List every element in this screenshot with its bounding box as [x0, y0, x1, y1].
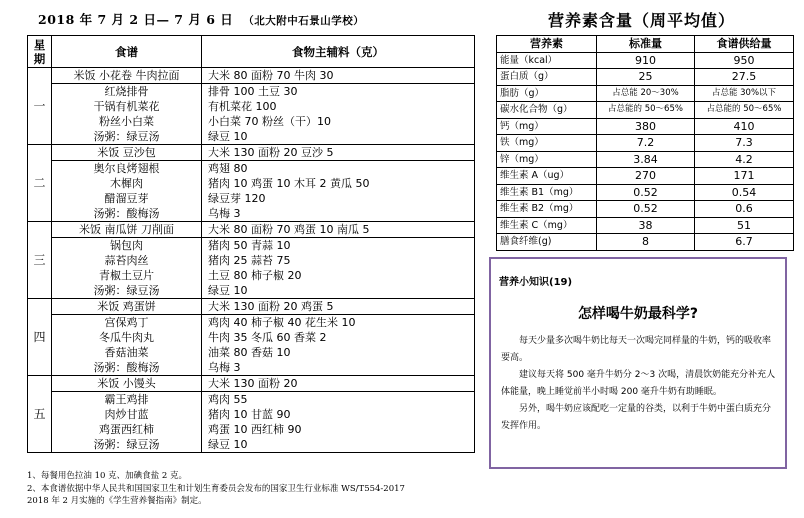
nutrient-row [497, 85, 794, 102]
standard-value: 0.52 [597, 184, 695, 201]
dish-ingredients: 排骨 100 土豆 30 [208, 85, 298, 98]
nutrient-row [497, 201, 794, 218]
header-dishes: 食谱 [52, 36, 202, 68]
dish-name: 锅包肉 [110, 239, 143, 252]
dish-ingredients: 大米 130 面粉 20 豆沙 5 [202, 145, 474, 161]
nutrient-name: 维生素 B2（mg） [497, 201, 597, 218]
standard-value: 0.52 [597, 201, 695, 218]
dish-name: 宫保鸡丁 [104, 316, 149, 329]
dish-name: 粉丝小白菜 [99, 115, 154, 128]
dish-ingredients: 鸡肉 55 [208, 393, 248, 406]
dish-name: 青椒土豆片 [99, 269, 154, 282]
supply-value: 6.7 [695, 234, 794, 251]
day-label: 一 [28, 68, 52, 145]
dish-ingredients: 猪肉 10 鸡蛋 10 木耳 2 黄瓜 50 [208, 177, 370, 190]
nutrient-name: 维生素 C（mg） [497, 217, 597, 234]
nutrition-header-row [497, 36, 794, 53]
menu-table [27, 35, 475, 453]
tip-paragraph: 另外，喝牛奶应该配吃一定量的谷类，以利于牛奶中蛋白质充分发挥作用。 [501, 404, 772, 431]
header-ingredients: 食物主辅料（克） [202, 36, 475, 68]
dish-name: 汤粥：绿豆汤 [93, 438, 160, 451]
menu-day-row [28, 376, 475, 453]
tip-tag: 营养小知识(19) [499, 277, 573, 288]
nutrition-title: 营养素含量（周平均值） [548, 11, 736, 30]
day-label: 五 [28, 376, 52, 453]
tip-paragraph: 每天少量多次喝牛奶比每天一次喝完同样量的牛奶，钙的吸收率要高。 [501, 336, 772, 363]
supply-value: 占总能 30%以下 [695, 85, 794, 102]
supply-value: 27.5 [695, 69, 794, 86]
standard-value: 8 [597, 234, 695, 251]
dish-ingredients: 牛肉 35 冬瓜 60 香菜 2 [208, 331, 327, 344]
menu-day-row [28, 222, 475, 299]
dish-ingredients: 绿豆 10 [208, 438, 248, 451]
nutrient-row [497, 102, 794, 119]
dish-cell [52, 376, 202, 453]
nutrient-name: 蛋白质（g） [497, 69, 597, 86]
dish-name: 米饭 南瓜饼 刀削面 [52, 222, 201, 238]
supply-value: 4.2 [695, 151, 794, 168]
dish-name: 木樨肉 [110, 177, 143, 190]
dish-name: 奥尔良烤翅根 [93, 162, 160, 175]
dish-name: 汤粥：绿豆汤 [93, 130, 160, 143]
header-day-label: 星期 [33, 37, 46, 66]
school-name: （北大附中石景山学校） [243, 15, 365, 27]
dish-cell [52, 299, 202, 376]
day-label: 二 [28, 145, 52, 222]
nutrient-row [497, 217, 794, 234]
ingredients-cell [202, 222, 475, 299]
header-standard: 标准量 [597, 36, 695, 53]
dish-name: 米饭 豆沙包 [52, 145, 201, 161]
menu-day-row [28, 299, 475, 376]
dish-name: 鸡蛋西红柿 [99, 423, 154, 436]
standard-value: 910 [597, 52, 695, 69]
dish-ingredients: 绿豆 10 [208, 130, 248, 143]
supply-value: 0.54 [695, 184, 794, 201]
dish-name: 肉炒甘蓝 [104, 408, 149, 421]
day-label: 三 [28, 222, 52, 299]
nutrient-name: 维生素 A（ug） [497, 168, 597, 185]
dish-ingredients: 乌梅 3 [208, 207, 241, 220]
date-range: 2018 年 7 月 2 日— 7 月 6 日 [38, 12, 234, 27]
nutrient-name: 铁（mg） [497, 135, 597, 152]
tip-title: 怎样喝牛奶最科学? [577, 306, 699, 322]
nutrient-name: 能量（kcal） [497, 52, 597, 69]
dish-ingredients: 绿豆 10 [208, 284, 248, 297]
supply-value: 950 [695, 52, 794, 69]
menu-header-row [28, 36, 475, 68]
nutrient-name: 维生素 B1（mg） [497, 184, 597, 201]
header-day [28, 36, 52, 68]
dish-ingredients: 大米 80 面粉 70 牛肉 30 [202, 68, 474, 84]
note-line: 2、本食谱依据中华人民共和国国家卫生和计划生育委员会发布的国家卫生行业标准 WS/T554-2017 [27, 483, 405, 494]
dish-name: 米饭 小花卷 牛肉拉面 [52, 68, 201, 84]
dish-ingredients: 油菜 80 香菇 10 [208, 346, 291, 359]
standard-value: 25 [597, 69, 695, 86]
note-line: 1、每餐用色拉油 10 克、加碘食盐 2 克。 [27, 471, 187, 481]
header-nutrient: 营养素 [497, 36, 597, 53]
nutrient-row [497, 135, 794, 152]
supply-value: 0.6 [695, 201, 794, 218]
dish-name: 霸王鸡排 [104, 393, 149, 406]
nutrient-row [497, 184, 794, 201]
standard-value: 38 [597, 217, 695, 234]
dish-ingredients: 大米 130 面粉 20 [202, 376, 474, 392]
nutrient-row [497, 52, 794, 69]
standard-value: 7.2 [597, 135, 695, 152]
standard-value: 占总能的 50～65% [597, 102, 695, 119]
nutrition-table [496, 35, 794, 251]
nutrient-name: 膳食纤维(g) [497, 234, 597, 251]
standard-value: 270 [597, 168, 695, 185]
supply-value: 171 [695, 168, 794, 185]
menu-title [38, 10, 364, 28]
dish-name: 醋溜豆芽 [104, 192, 149, 205]
dish-ingredients: 大米 130 面粉 20 鸡蛋 5 [202, 299, 474, 315]
nutrient-name: 锌（mg） [497, 151, 597, 168]
menu-day-row [28, 145, 475, 222]
dish-ingredients: 小白菜 70 粉丝（干）10 [208, 115, 331, 128]
ingredients-cell [202, 68, 475, 145]
dish-ingredients: 鸡翅 80 [208, 162, 248, 175]
notes [27, 470, 487, 508]
standard-value: 380 [597, 118, 695, 135]
day-label: 四 [28, 299, 52, 376]
dish-ingredients: 绿豆芽 120 [208, 192, 266, 205]
dish-ingredients: 鸡蛋 10 西红柿 90 [208, 423, 302, 436]
ingredients-cell [202, 299, 475, 376]
dish-ingredients: 土豆 80 柿子椒 20 [208, 269, 302, 282]
dish-cell [52, 145, 202, 222]
dish-name: 汤粥：酸梅汤 [93, 207, 160, 220]
standard-value: 3.84 [597, 151, 695, 168]
nutrient-row [497, 168, 794, 185]
nutrient-row [497, 69, 794, 86]
dish-ingredients: 猪肉 50 青蒜 10 [208, 239, 291, 252]
ingredients-cell [202, 145, 475, 222]
header-supply: 食谱供给量 [695, 36, 794, 53]
nutrient-row [497, 118, 794, 135]
dish-name: 汤粥：绿豆汤 [93, 284, 160, 297]
dish-name: 米饭 小馒头 [52, 376, 201, 392]
dish-name: 红烧排骨 [104, 85, 149, 98]
nutrient-name: 脂肪（g） [497, 85, 597, 102]
tip-body [501, 333, 777, 435]
nutrient-name: 钙（mg） [497, 118, 597, 135]
dish-cell [52, 222, 202, 299]
dish-name: 米饭 鸡蛋饼 [52, 299, 201, 315]
ingredients-cell [202, 376, 475, 453]
dish-name: 香菇油菜 [104, 346, 149, 359]
dish-ingredients: 有机菜花 100 [208, 100, 277, 113]
dish-name: 冬瓜牛肉丸 [99, 331, 154, 344]
nutrition-tip-box [489, 257, 787, 469]
tip-paragraph: 建议每天将 500 毫升牛奶分 2～3 次喝，清晨饮奶能充分补充人体能量，晚上睡觉前半小时喝 200 毫升牛奶有助睡眠。 [501, 370, 776, 397]
supply-value: 410 [695, 118, 794, 135]
nutrient-row [497, 234, 794, 251]
dish-ingredients: 乌梅 3 [208, 361, 241, 374]
dish-ingredients: 鸡肉 40 柿子椒 40 花生米 10 [208, 316, 356, 329]
dish-cell [52, 68, 202, 145]
supply-value: 7.3 [695, 135, 794, 152]
dish-ingredients: 猪肉 10 甘蓝 90 [208, 408, 291, 421]
note-line: 2018 年 2 月实施的《学生营养餐指南》制定。 [27, 496, 207, 506]
menu-day-row [28, 68, 475, 145]
supply-value: 51 [695, 217, 794, 234]
dish-ingredients: 大米 80 面粉 70 鸡蛋 10 南瓜 5 [202, 222, 474, 238]
dish-name: 蒜苔肉丝 [104, 254, 149, 267]
dish-name: 汤粥：酸梅汤 [93, 361, 160, 374]
standard-value: 占总能 20～30% [597, 85, 695, 102]
dish-ingredients: 猪肉 25 蒜苔 75 [208, 254, 291, 267]
dish-name: 干锅有机菜花 [93, 100, 160, 113]
supply-value: 占总能的 50～65% [695, 102, 794, 119]
nutrient-row [497, 151, 794, 168]
nutrient-name: 碳水化合物（g） [497, 102, 597, 119]
